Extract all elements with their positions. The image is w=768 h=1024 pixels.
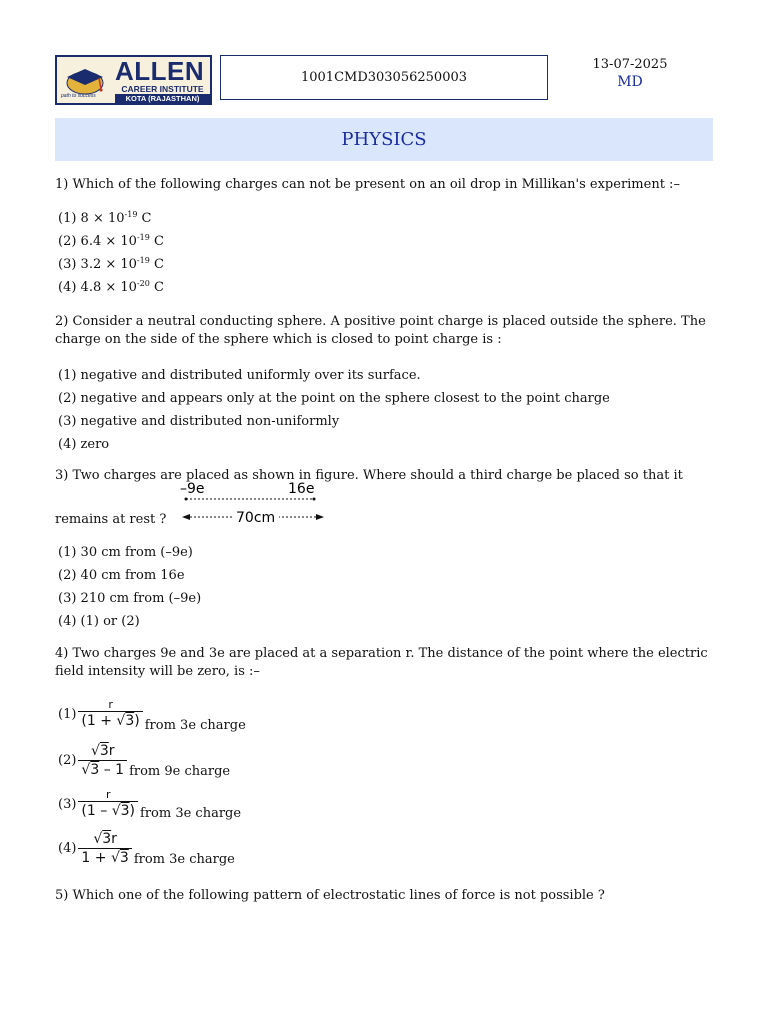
- subject-banner: [55, 118, 713, 161]
- option-4[interactable]: (4) $4.8 \times 10^{-20}$ C: [58, 279, 164, 295]
- distance-label: 70cm: [236, 510, 276, 526]
- option-1[interactable]: (1) $8 \times 10^{-19}$ C: [58, 210, 152, 226]
- option-4[interactable]: (4) (1) or (2): [58, 614, 140, 629]
- question-2: [55, 313, 715, 456]
- charge-left-label: –9e: [180, 481, 205, 497]
- question-4: [55, 645, 715, 871]
- question-text: 3) Two charges are placed as shown in figure. Where should a third charge be placed so that it: [55, 468, 683, 483]
- logo-tagline: path to success: [61, 93, 96, 99]
- logo-subtitle: CAREER INSTITUTE: [121, 84, 204, 94]
- question-3: [55, 467, 715, 633]
- charges-figure: [178, 479, 328, 527]
- option-1[interactable]: (1) 30 cm from (–9e): [58, 545, 193, 560]
- option-1[interactable]: (1) $\frac{r}{(1 + √3)}$ from 3e charge: [58, 697, 246, 733]
- arrow-left-head: [182, 514, 190, 520]
- fraction: $\frac{√3r}{√3 - 1}$: [78, 742, 127, 779]
- question-text: 4) Two charges 9e and 3e are placed at a separation r. The distance of the point where the electric field intensity will be zero, is :–: [55, 646, 708, 679]
- exam-date: 13-07-2025: [592, 57, 668, 72]
- question-5: [55, 887, 715, 905]
- charge-left-dot: [185, 498, 188, 501]
- allen-logo: [55, 55, 212, 105]
- question-text: 5) Which one of the following pattern of electrostatic lines of force is not possible ?: [55, 888, 605, 903]
- question-text: 1) Which of the following charges can not be present on an oil drop in Millikan's experiment :–: [55, 177, 680, 192]
- charge-right-dot: [313, 498, 316, 501]
- option-3[interactable]: (3) 210 cm from (–9e): [58, 591, 202, 606]
- option-4[interactable]: (4) $\frac{√3r}{1 + √3}$ from 3e charge: [58, 830, 235, 867]
- fraction: $\frac{r}{(1 + √3)}$: [78, 699, 142, 730]
- arrow-right-head: [316, 514, 324, 520]
- question-list: [55, 170, 715, 905]
- paper-code: 1001CMD303056250003: [300, 70, 468, 85]
- paper-code-box: [220, 55, 548, 100]
- option-2[interactable]: (2) $\frac{√3r}{√3 - 1}$ from 9e charge: [58, 742, 231, 779]
- option-4[interactable]: (4) zero: [58, 437, 110, 452]
- fraction: $\frac{r}{(1 - √3)}$: [78, 789, 138, 820]
- option-3[interactable]: (3) $\frac{r}{(1 - √3)}$ from 3e charge: [58, 787, 242, 821]
- subject-title: PHYSICS: [341, 129, 427, 150]
- charge-right-label: 16e: [288, 481, 315, 497]
- option-3[interactable]: (3) $3.2 \times 10^{-19}$ C: [58, 256, 164, 272]
- option-3[interactable]: (3) negative and distributed non-uniformly: [58, 414, 340, 429]
- option-2[interactable]: (2) $6.4 \times 10^{-19}$ C: [58, 233, 164, 249]
- logo-brand: ALLEN: [115, 56, 205, 86]
- set-code: MD: [617, 74, 643, 90]
- fraction: $\frac{√3r}{1 + √3}$: [78, 830, 131, 867]
- option-1[interactable]: (1) negative and distributed uniformly over its surface.: [58, 368, 421, 383]
- option-2[interactable]: (2) 40 cm from 16e: [58, 568, 185, 583]
- question-1: [55, 176, 715, 299]
- question-text: 2) Consider a neutral conducting sphere. A positive point charge is placed outside the sphere. The charge on the side of the sphere which is closed to point charge is :: [55, 314, 706, 347]
- logo-location: KOTA (RAJASTHAN): [115, 94, 210, 103]
- question-text-continued: remains at rest ?: [55, 512, 167, 527]
- option-2[interactable]: (2) negative and appears only at the point on the sphere closest to the point charge: [58, 391, 610, 406]
